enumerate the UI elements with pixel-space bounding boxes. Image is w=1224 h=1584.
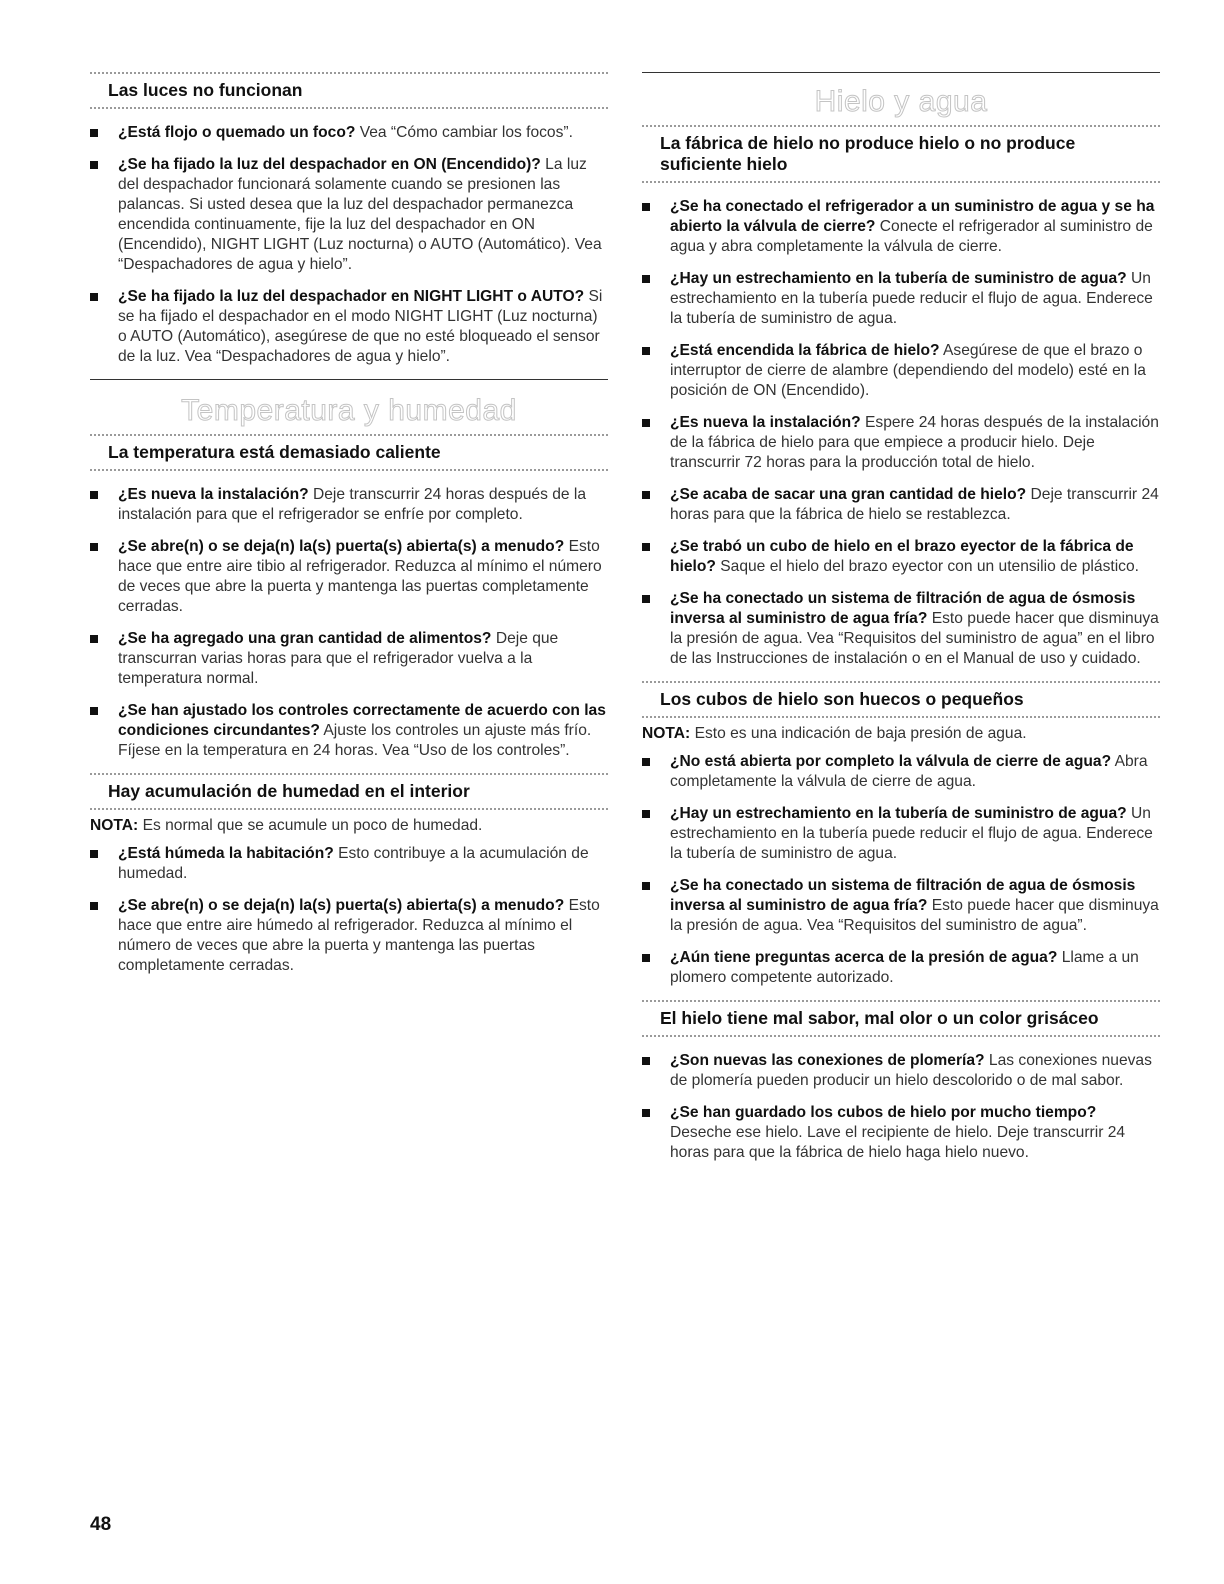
heading-lights: Las luces no funcionan — [108, 80, 303, 100]
list-item — [90, 155, 608, 275]
bullet-icon — [642, 810, 650, 818]
divider — [90, 808, 608, 810]
heading-moisture: Hay acumulación de humedad en el interior — [108, 781, 470, 801]
list-item — [642, 413, 1160, 473]
bullet-icon — [642, 954, 650, 962]
list-item — [90, 701, 608, 761]
question: ¿Se abre(n) o se deja(n) la(s) puerta(s) abierta(s) a menudo? — [118, 897, 565, 914]
list-item — [90, 896, 608, 976]
answer: Deje transcurrir 24 horas para que la fábrica de hielo se restablezca. — [670, 486, 1159, 523]
list-item — [642, 752, 1160, 792]
note-hollow — [642, 724, 1160, 744]
bullet-icon — [642, 595, 650, 603]
answer: Deje que transcurran varias horas para que el refrigerador vuelva a la temperatura normal. — [118, 630, 559, 687]
bullet-icon — [90, 902, 98, 910]
bullet-icon — [90, 850, 98, 858]
divider — [642, 1035, 1160, 1037]
question: ¿Es nueva la instalación? — [118, 486, 309, 503]
list-item — [90, 123, 608, 143]
bullet-icon — [642, 543, 650, 551]
heading-too-warm: La temperatura está demasiado caliente — [108, 442, 441, 462]
answer: Esto hace que entre aire húmedo al refrigerador. Reduzca al mínimo el número de veces que abre la puerta y mantenga las puertas completamente cerradas. — [118, 897, 600, 974]
question: ¿Aún tiene preguntas acerca de la presión de agua? — [670, 949, 1058, 966]
question: ¿Está flojo o quemado un foco? — [118, 124, 356, 141]
answer: Esto puede hacer que disminuya la presión de agua. Vea “Requisitos del suministro de agua”. — [670, 897, 1159, 934]
question: ¿Está húmeda la habitación? — [118, 845, 334, 862]
answer: Saque el hielo del brazo eyector con un utensilio de plástico. — [720, 558, 1139, 575]
divider — [90, 107, 608, 109]
list-taste — [642, 1051, 1160, 1163]
list-item — [90, 485, 608, 525]
note-moisture — [90, 816, 608, 836]
question: ¿Se ha fijado la luz del despachador en NIGHT LIGHT o AUTO? — [118, 288, 585, 305]
list-no-ice — [642, 197, 1160, 669]
list-item — [90, 287, 608, 367]
answer: Esto puede hacer que disminuya la presión de agua. Vea “Requisitos del suministro de agua” en el libro de las Instrucciones de instalación o en el Manual de uso y cuidado. — [670, 610, 1159, 667]
bullet-icon — [642, 203, 650, 211]
question: ¿Está encendida la fábrica de hielo? — [670, 342, 940, 359]
page-number: 48 — [90, 1514, 112, 1535]
bullet-icon — [642, 882, 650, 890]
divider — [642, 716, 1160, 718]
heading-hollow: Los cubos de hielo son huecos o pequeños — [660, 689, 1024, 709]
list-item — [642, 485, 1160, 525]
right-column — [642, 72, 1160, 1175]
question: ¿Se acaba de sacar una gran cantidad de hielo? — [670, 486, 1027, 503]
answer: Esto contribuye a la acumulación de humedad. — [118, 845, 589, 882]
list-item — [642, 341, 1160, 401]
bullet-icon — [642, 491, 650, 499]
list-item — [642, 876, 1160, 936]
list-item — [642, 537, 1160, 577]
answer: Si se ha fijado el despachador en el modo NIGHT LIGHT (Luz nocturna) o AUTO (Automático), asegúrese de que no esté bloqueado el sensor de la luz. Vea “Despachadores de agua y hielo”. — [118, 288, 603, 365]
note-label: NOTA: — [90, 817, 139, 834]
answer: Abra completamente la válvula de cierre de agua. — [670, 753, 1148, 790]
answer: Conecte el refrigerador al suministro de agua y abra completamente la válvula de cierre. — [670, 218, 1153, 255]
list-item — [642, 269, 1160, 329]
list-lights — [90, 123, 608, 367]
list-hollow — [642, 752, 1160, 988]
bullet-icon — [642, 1109, 650, 1117]
list-moisture — [90, 844, 608, 976]
divider — [90, 469, 608, 471]
bullet-icon — [90, 707, 98, 715]
question: ¿Se ha conectado el refrigerador a un suministro de agua y se ha abierto la válvula de cierre? — [670, 198, 1155, 235]
heading-no-ice: La fábrica de hielo no produce hielo o no produce suficiente hielo — [660, 133, 1076, 174]
question: ¿Se trabó un cubo de hielo en el brazo eyector de la fábrica de hielo? — [670, 538, 1134, 575]
answer: La luz del despachador funcionará solamente cuando se presionen las palancas. Si usted desea que la luz del despachador permanezca encendida continuamente, fije la luz del despachador en ON (Encendido), NIGHT LIGHT (Luz nocturna) o AUTO (Automático). Vea “Despachadores de agua y hielo”. — [118, 156, 602, 273]
bullet-icon — [642, 347, 650, 355]
answer: Deseche ese hielo. Lave el recipiente de hielo. Deje transcurrir 24 horas para que la fábrica de hielo haga hielo nuevo. — [670, 1124, 1126, 1161]
question: ¿No está abierta por completo la válvula de cierre de agua? — [670, 753, 1112, 770]
note-text: Es normal que se acumule un poco de humedad. — [142, 817, 483, 834]
question: ¿Se abre(n) o se deja(n) la(s) puerta(s) abierta(s) a menudo? — [118, 538, 565, 555]
bullet-icon — [642, 758, 650, 766]
bullet-icon — [90, 293, 98, 301]
bullet-icon — [642, 275, 650, 283]
bullet-icon — [90, 491, 98, 499]
list-item — [642, 1103, 1160, 1163]
section-title-ice-water: Hielo y agua — [814, 85, 988, 118]
heading-taste: El hielo tiene mal sabor, mal olor o un color grisáceo — [660, 1008, 1099, 1028]
list-item — [642, 589, 1160, 669]
divider — [642, 181, 1160, 183]
question: ¿Se ha fijado la luz del despachador en ON (Encendido)? — [118, 156, 541, 173]
answer: Las conexiones nuevas de plomería pueden producir un hielo descolorido o de mal sabor. — [670, 1052, 1152, 1089]
answer: Espere 24 horas después de la instalación de la fábrica de hielo para que empiece a producir hielo. Deje transcurrir 72 horas para la producción total de hielo. — [670, 414, 1159, 471]
answer: Asegúrese de que el brazo o interruptor de cierre de alambre (dependiendo del modelo) esté en la posición de ON (Encendido). — [670, 342, 1146, 399]
left-column — [90, 72, 608, 988]
list-item — [642, 197, 1160, 257]
question: ¿Se han guardado los cubos de hielo por mucho tiempo? — [670, 1104, 1097, 1121]
answer: Un estrechamiento en la tubería puede reducir el flujo de agua. Enderece la tubería de suministro de agua. — [670, 805, 1153, 862]
question: ¿Se ha conectado un sistema de filtración de agua de ósmosis inversa al suministro de agua fría? — [670, 877, 1136, 914]
list-too-warm — [90, 485, 608, 761]
bullet-icon — [642, 419, 650, 427]
question: ¿Es nueva la instalación? — [670, 414, 861, 431]
list-item — [90, 844, 608, 884]
answer: Deje transcurrir 24 horas después de la instalación para que el refrigerador se enfríe por completo. — [118, 486, 587, 523]
answer: Llame a un plomero competente autorizado. — [670, 949, 1139, 986]
list-item — [642, 1051, 1160, 1091]
bullet-icon — [642, 1057, 650, 1065]
note-label: NOTA: — [642, 725, 691, 742]
note-text: Esto es una indicación de baja presión de agua. — [694, 725, 1027, 742]
list-item — [90, 537, 608, 617]
bullet-icon — [90, 543, 98, 551]
question: ¿Hay un estrechamiento en la tubería de suministro de agua? — [670, 270, 1127, 287]
section-title-temperature: Temperatura y humedad — [181, 394, 517, 427]
list-item — [642, 804, 1160, 864]
list-item — [642, 948, 1160, 988]
question: ¿Se han ajustado los controles correctamente de acuerdo con las condiciones circundantes? — [118, 702, 606, 739]
bullet-icon — [90, 161, 98, 169]
answer: Esto hace que entre aire tibio al refrigerador. Reduzca al mínimo el número de veces que abre la puerta y mantenga las puertas completamente cerradas. — [118, 538, 602, 615]
question: ¿Se ha agregado una gran cantidad de alimentos? — [118, 630, 492, 647]
bullet-icon — [90, 129, 98, 137]
list-item — [90, 629, 608, 689]
question: ¿Son nuevas las conexiones de plomería? — [670, 1052, 985, 1069]
answer: Ajuste los controles un ajuste más frío. Fíjese en la temperatura en 24 horas. Vea “Uso de los controles”. — [118, 722, 592, 759]
bullet-icon — [90, 635, 98, 643]
question: ¿Hay un estrechamiento en la tubería de suministro de agua? — [670, 805, 1127, 822]
answer: Un estrechamiento en la tubería puede reducir el flujo de agua. Enderece la tubería de suministro de agua. — [670, 270, 1153, 327]
question: ¿Se ha conectado un sistema de filtración de agua de ósmosis inversa al suministro de agua fría? — [670, 590, 1136, 627]
answer: Vea “Cómo cambiar los focos”. — [359, 124, 573, 141]
